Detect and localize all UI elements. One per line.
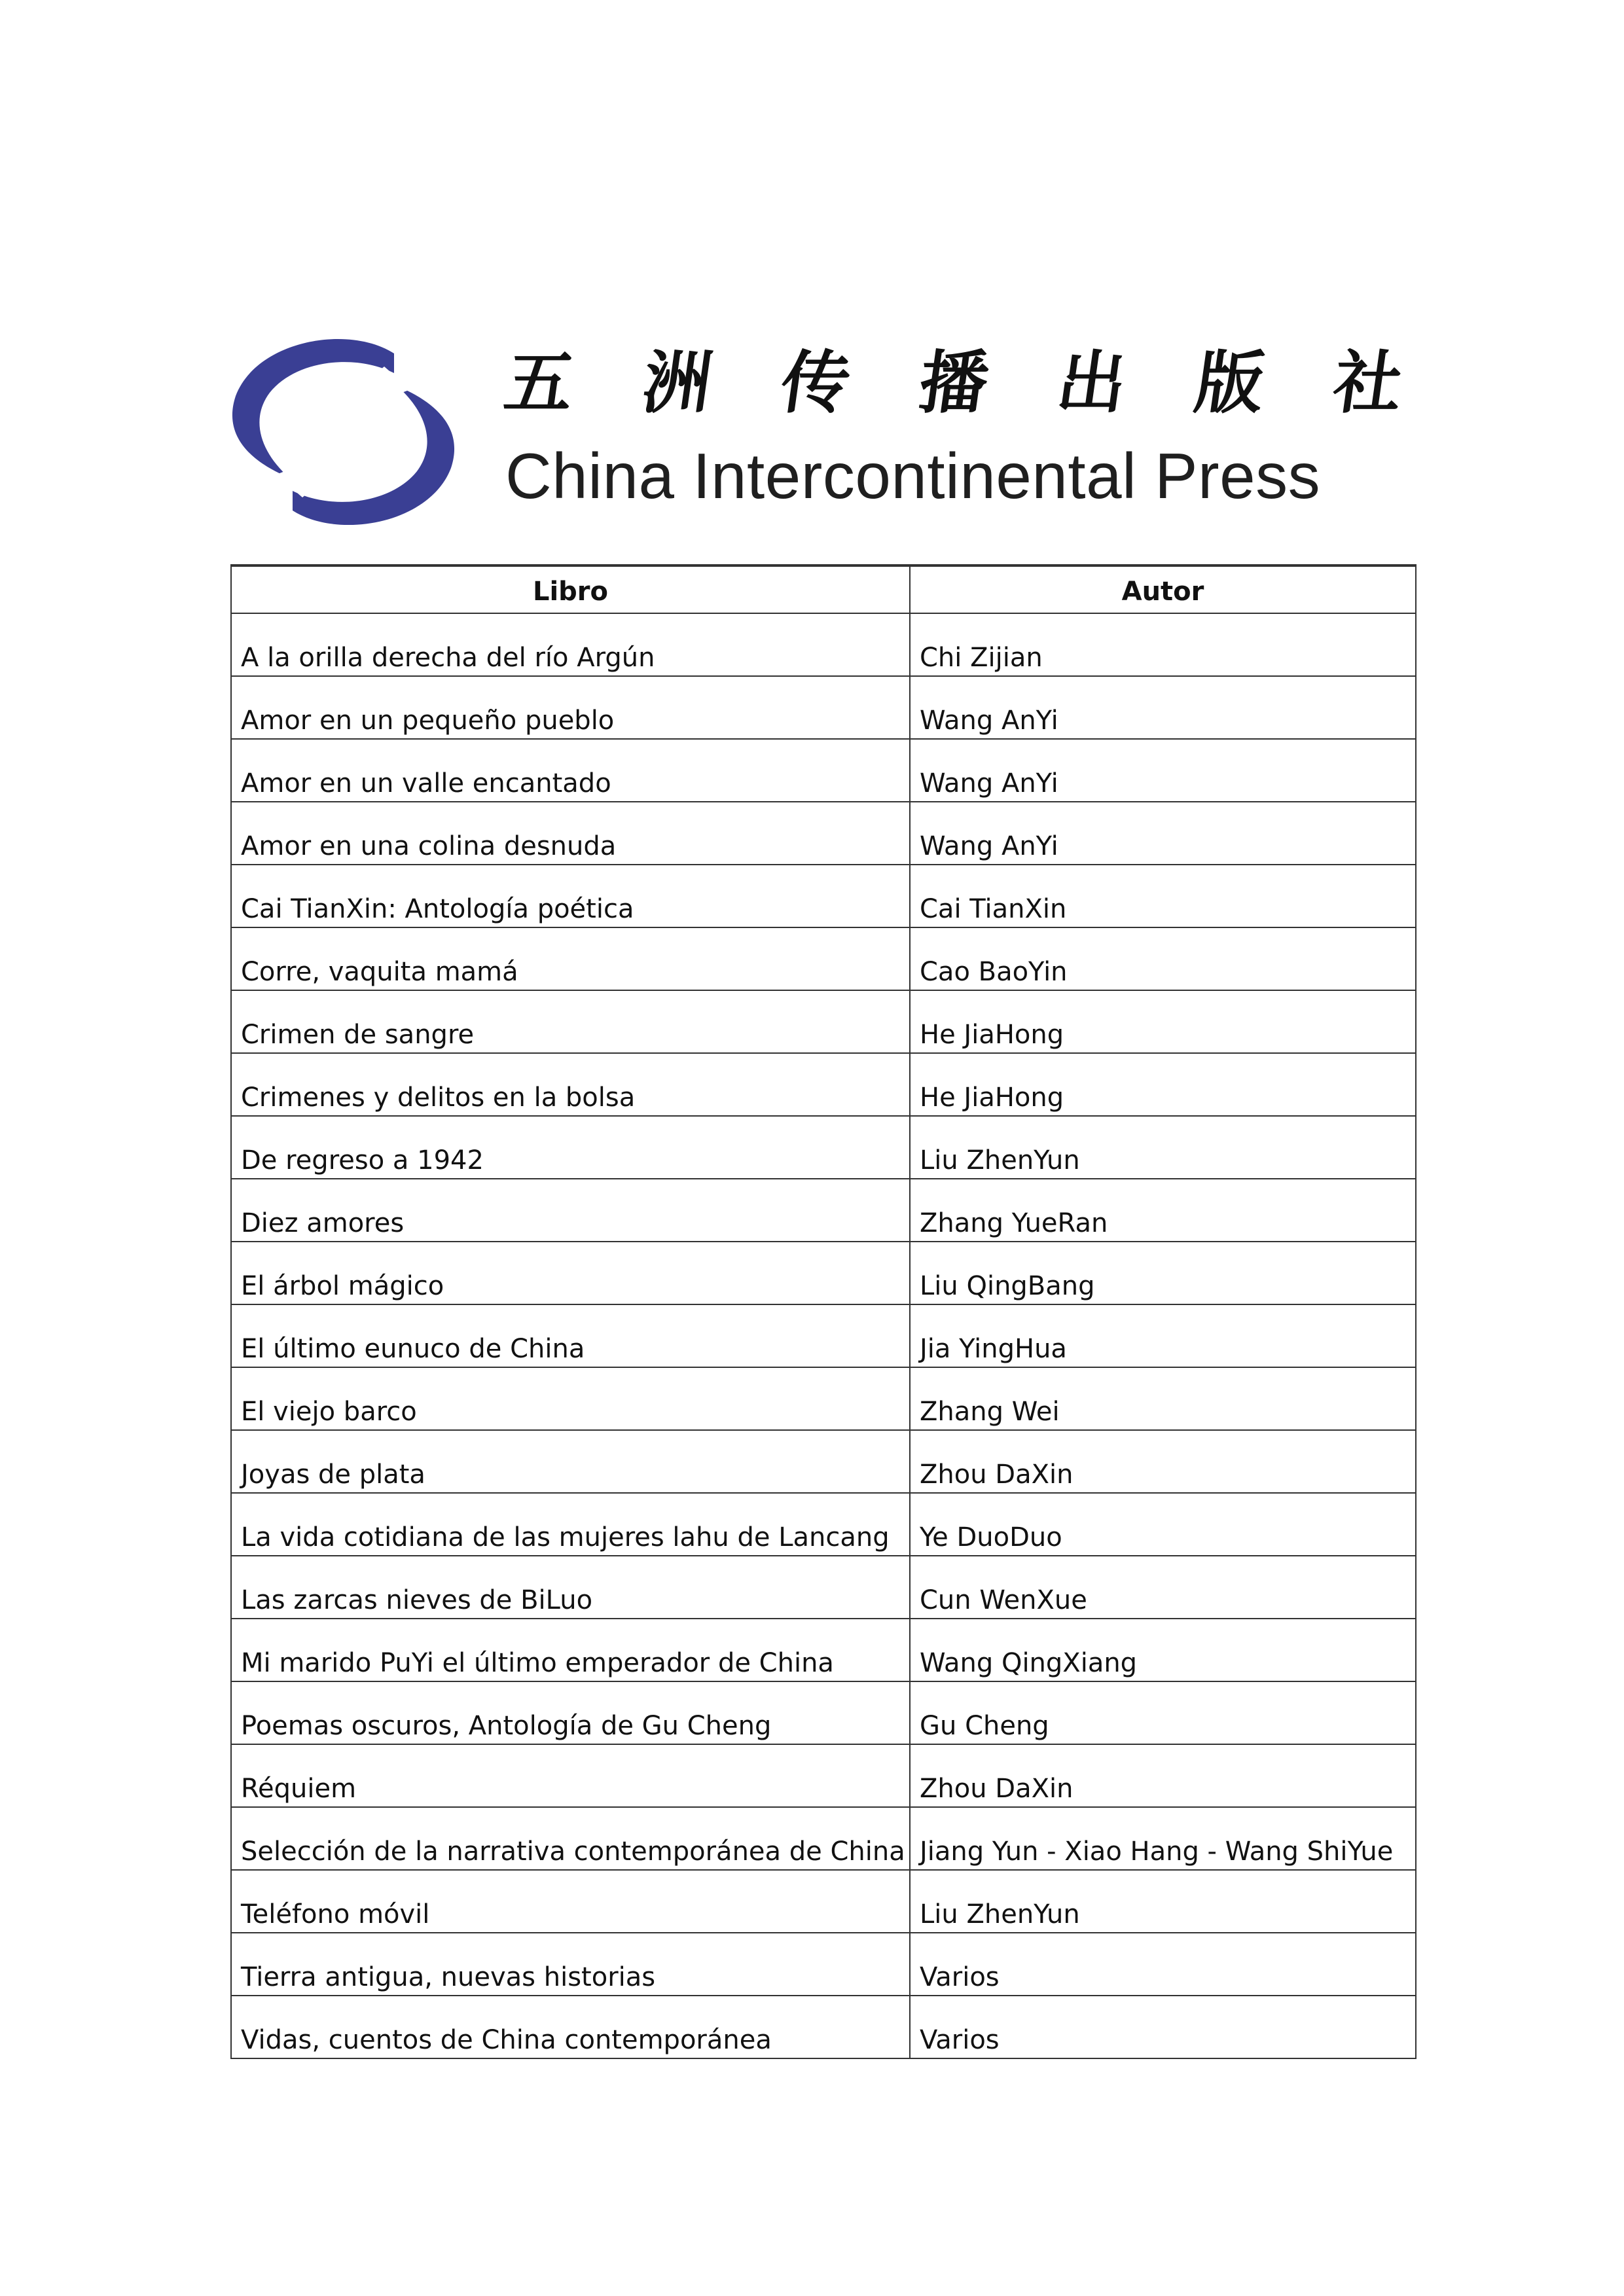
- book-title-cell: Vidas, cuentos de China contemporánea: [231, 1996, 910, 2058]
- publisher-name-cn-char: 五: [499, 342, 579, 423]
- publisher-name-cn-char: 洲: [638, 342, 717, 423]
- book-title-cell: Las zarcas nieves de BiLuo: [231, 1556, 910, 1619]
- book-title-cell: Selección de la narrativa contemporánea de China: [231, 1807, 910, 1870]
- book-title-cell: El último eunuco de China: [231, 1304, 910, 1367]
- author-cell: Zhang YueRan: [910, 1179, 1416, 1242]
- author-cell: Cun WenXue: [910, 1556, 1416, 1619]
- book-title-cell: Diez amores: [231, 1179, 910, 1242]
- table-row: [231, 1367, 1416, 1430]
- publisher-logo: [230, 327, 1408, 537]
- author-cell: Cao BaoYin: [910, 927, 1416, 990]
- table-row: [231, 1116, 1416, 1179]
- table-row: [231, 990, 1416, 1053]
- author-cell: Liu QingBang: [910, 1242, 1416, 1304]
- book-list-table: [230, 564, 1416, 2059]
- author-cell: Gu Cheng: [910, 1681, 1416, 1744]
- author-cell: Cai TianXin: [910, 865, 1416, 927]
- table-row: [231, 1996, 1416, 2058]
- author-cell: Jia YingHua: [910, 1304, 1416, 1367]
- table-row: [231, 802, 1416, 865]
- table-row: [231, 927, 1416, 990]
- book-title-cell: El árbol mágico: [231, 1242, 910, 1304]
- book-title-cell: Amor en un valle encantado: [231, 739, 910, 802]
- book-title-cell: Poemas oscuros, Antología de Gu Cheng: [231, 1681, 910, 1744]
- author-cell: Zhou DaXin: [910, 1744, 1416, 1807]
- author-cell: Jiang Yun - Xiao Hang - Wang ShiYue: [910, 1807, 1416, 1870]
- book-title-cell: Crimenes y delitos en la bolsa: [231, 1053, 910, 1116]
- column-header-autor: Autor: [910, 565, 1416, 613]
- book-title-cell: Réquiem: [231, 1744, 910, 1807]
- author-cell: Zhang Wei: [910, 1367, 1416, 1430]
- publisher-name-cn-char: 版: [1190, 342, 1270, 423]
- book-title-cell: Tierra antigua, nuevas historias: [231, 1933, 910, 1996]
- author-cell: Wang AnYi: [910, 676, 1416, 739]
- table-row: [231, 1493, 1416, 1556]
- book-title-cell: Cai TianXin: Antología poética: [231, 865, 910, 927]
- author-cell: Wang AnYi: [910, 802, 1416, 865]
- book-title-cell: Crimen de sangre: [231, 990, 910, 1053]
- book-title-cell: De regreso a 1942: [231, 1116, 910, 1179]
- publisher-name-cn-char: 播: [914, 342, 994, 423]
- table-row: [231, 1556, 1416, 1619]
- table-row: [231, 1179, 1416, 1242]
- author-cell: Liu ZhenYun: [910, 1116, 1416, 1179]
- book-title-cell: Mi marido PuYi el último emperador de China: [231, 1619, 910, 1681]
- book-title-cell: El viejo barco: [231, 1367, 910, 1430]
- book-title-cell: Corre, vaquita mamá: [231, 927, 910, 990]
- table-row: [231, 1870, 1416, 1933]
- author-cell: Varios: [910, 1996, 1416, 2058]
- table-row: [231, 613, 1416, 676]
- table-row: [231, 1933, 1416, 1996]
- publisher-name-chinese: [499, 340, 1408, 425]
- table-row: [231, 1744, 1416, 1807]
- author-cell: Chi Zijian: [910, 613, 1416, 676]
- table-row: [231, 1053, 1416, 1116]
- publisher-emblem-icon: [230, 327, 456, 537]
- table-row: [231, 739, 1416, 802]
- table-header-row: [231, 565, 1416, 613]
- author-cell: Liu ZhenYun: [910, 1870, 1416, 1933]
- author-cell: He JiaHong: [910, 1053, 1416, 1116]
- table-row: [231, 1430, 1416, 1493]
- table-row: [231, 676, 1416, 739]
- publisher-name-cn-char: 社: [1328, 342, 1408, 423]
- book-title-cell: Teléfono móvil: [231, 1870, 910, 1933]
- author-cell: Varios: [910, 1933, 1416, 1996]
- table-row: [231, 1242, 1416, 1304]
- book-title-cell: A la orilla derecha del río Argún: [231, 613, 910, 676]
- author-cell: He JiaHong: [910, 990, 1416, 1053]
- author-cell: Wang AnYi: [910, 739, 1416, 802]
- table-row: [231, 865, 1416, 927]
- book-title-cell: Joyas de plata: [231, 1430, 910, 1493]
- column-header-libro: Libro: [231, 565, 910, 613]
- table-row: [231, 1681, 1416, 1744]
- publisher-name-cn-char: 传: [776, 342, 856, 423]
- table-row: [231, 1807, 1416, 1870]
- book-title-cell: Amor en una colina desnuda: [231, 802, 910, 865]
- author-cell: Zhou DaXin: [910, 1430, 1416, 1493]
- table-row: [231, 1304, 1416, 1367]
- author-cell: Wang QingXiang: [910, 1619, 1416, 1681]
- publisher-name-cn-char: 出: [1052, 342, 1132, 423]
- book-title-cell: La vida cotidiana de las mujeres lahu de Lancang: [231, 1493, 910, 1556]
- table-row: [231, 1619, 1416, 1681]
- author-cell: Ye DuoDuo: [910, 1493, 1416, 1556]
- publisher-name-english: China Intercontinental Press: [505, 440, 1321, 512]
- book-title-cell: Amor en un pequeño pueblo: [231, 676, 910, 739]
